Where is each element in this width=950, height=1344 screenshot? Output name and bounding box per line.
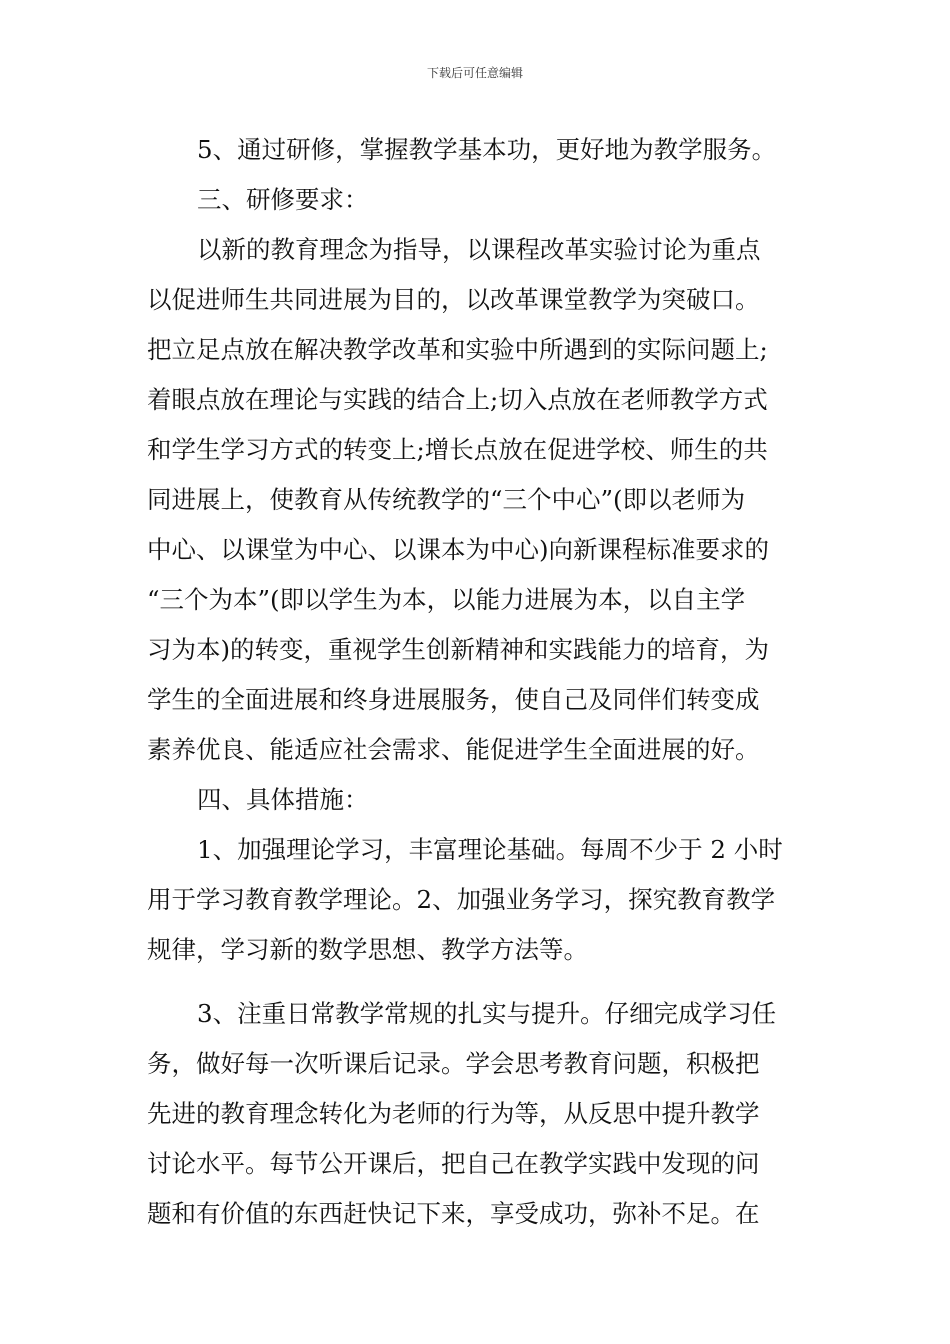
paragraph-line: 3、注重日常教学常规的扎实与提升。仔细完成学习任 <box>197 999 777 1028</box>
paragraph-line: 用于学习教育教学理论。2、加强业务学习，探究教育教学 <box>147 885 776 914</box>
paragraph-line: 学生的全面进展和终身进展服务，使自己及同伴们转变成 <box>147 685 760 714</box>
paragraph-line: 以新的教育理念为指导，以课程改革实验讨论为重点 <box>197 235 761 264</box>
paragraph-line: 习为本)的转变，重视学生创新精神和实践能力的培育，为 <box>147 635 770 664</box>
paragraph-line: 以促进师生共同进展为目的，以改革课堂教学为突破口。 <box>147 285 760 314</box>
paragraph-line: 题和有价值的东西赶快记下来，享受成功，弥补不足。在 <box>147 1199 760 1228</box>
section-heading: 三、研修要求： <box>197 185 369 214</box>
page-header: 下载后可任意编辑 <box>426 66 523 80</box>
paragraph-line: 1、加强理论学习，丰富理论基础。每周不少于 2 小时 <box>197 835 783 864</box>
paragraph-line: 规律，学习新的数学思想、教学方法等。 <box>147 935 588 964</box>
paragraph-line: 先进的教育理念转化为老师的行为等，从反思中提升教学 <box>147 1099 760 1128</box>
paragraph-line: 中心、以课堂为中心、以课本为中心)向新课程标准要求的 <box>147 535 770 564</box>
paragraph-line: 把立足点放在解决教学改革和实验中所遇到的实际问题上; <box>147 335 768 364</box>
section-heading: 四、具体措施： <box>197 785 369 814</box>
paragraph-line: 同进展上，使教育从传统教学的“三个中心”(即以老师为 <box>147 485 746 514</box>
paragraph-line: 务，做好每一次听课后记录。学会思考教育问题，积极把 <box>147 1049 760 1078</box>
paragraph-line: 着眼点放在理论与实践的结合上;切入点放在老师教学方式 <box>147 385 768 414</box>
paragraph-line: 5、通过研修，掌握教学基本功，更好地为教学服务。 <box>197 135 777 164</box>
paragraph-line: “三个为本”(即以学生为本，以能力进展为本，以自主学 <box>147 585 746 614</box>
paragraph-line: 讨论水平。每节公开课后，把自己在教学实践中发现的问 <box>147 1149 760 1178</box>
paragraph-line: 和学生学习方式的转变上;增长点放在促进学校、师生的共 <box>147 435 768 464</box>
paragraph-line: 素养优良、能适应社会需求、能促进学生全面进展的好。 <box>147 735 760 764</box>
